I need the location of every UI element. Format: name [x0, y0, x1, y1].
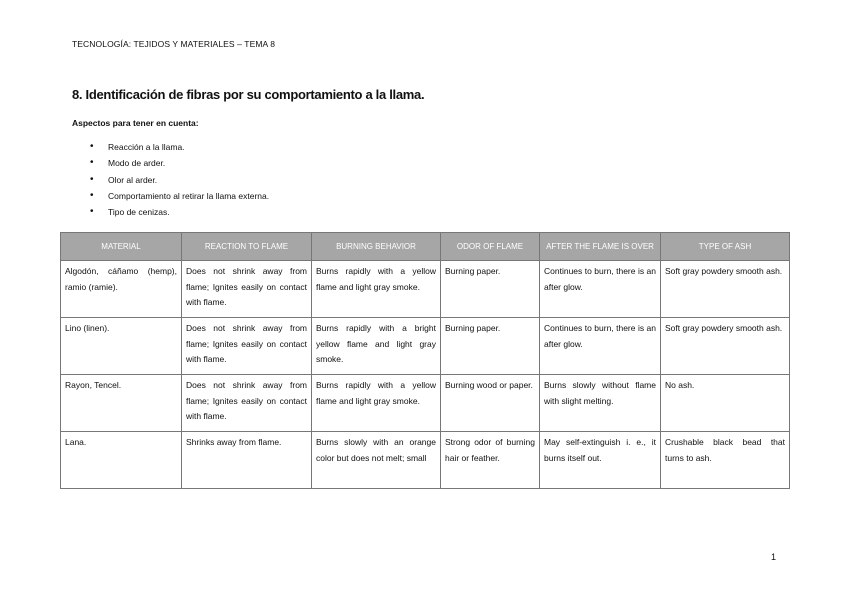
subtitle: Aspectos para tener en cuenta: — [72, 118, 199, 128]
table-row — [61, 432, 790, 489]
table-cell: Burns rapidly with a yellow flame and light gray smoke. — [312, 261, 441, 318]
column-header: MATERIAL — [61, 233, 182, 261]
table-cell: Algodón, cáñamo (hemp), ramio (ramie). — [61, 261, 182, 318]
running-header: TECNOLOGÍA: TEJIDOS Y MATERIALES – TEMA 8 — [72, 39, 276, 49]
table-cell: Burning wood or paper. — [441, 375, 540, 432]
table-cell: Does not shrink away from flame; Ignites easily on contact with flame. — [182, 375, 312, 432]
table-cell: Does not shrink away from flame; Ignites easily on contact with flame. — [182, 261, 312, 318]
table-cell: Shrinks away from flame. — [182, 432, 312, 489]
section-title: 8. Identificación de fibras por su comportamiento a la llama. — [72, 87, 425, 102]
column-header: TYPE OF ASH — [661, 233, 790, 261]
column-header: AFTER THE FLAME IS OVER — [540, 233, 661, 261]
table-cell: Burns slowly with an orange color but does not melt; small — [312, 432, 441, 489]
table-row — [61, 318, 790, 375]
table-cell: Burns rapidly with a bright yellow flame and light gray smoke. — [312, 318, 441, 375]
table-cell: Burning paper. — [441, 261, 540, 318]
table-row — [61, 261, 790, 318]
table-header-row — [61, 233, 790, 261]
table-cell: Burning paper. — [441, 318, 540, 375]
aspects-list — [90, 142, 269, 223]
table-cell: Burns slowly without flame with slight melting. — [540, 375, 661, 432]
column-header: ODOR OF FLAME — [441, 233, 540, 261]
table-cell: Lino (linen). — [61, 318, 182, 375]
table-cell: May self-extinguish i. e., it burns itself out. — [540, 432, 661, 489]
table-cell: Lana. — [61, 432, 182, 489]
table-cell: Burns rapidly with a yellow flame and light gray smoke. — [312, 375, 441, 432]
list-item: • Comportamiento al retirar la llama externa. — [90, 191, 269, 207]
table-cell: Continues to burn, there is an after glow. — [540, 261, 661, 318]
table-cell: Crushable black bead that turns to ash. — [661, 432, 790, 489]
list-item: • Tipo de cenizas. — [90, 207, 269, 223]
table-cell: No ash. — [661, 375, 790, 432]
table-cell: Soft gray powdery smooth ash. — [661, 261, 790, 318]
column-header: BURNING BEHAVIOR — [312, 233, 441, 261]
page-number: 1 — [771, 552, 777, 562]
table-cell: Rayon, Tencel. — [61, 375, 182, 432]
list-item: • Reacción a la llama. — [90, 142, 269, 158]
table-cell: Strong odor of burning hair or feather. — [441, 432, 540, 489]
table-cell: Soft gray powdery smooth ash. — [661, 318, 790, 375]
fiber-table — [60, 232, 790, 489]
list-item: • Modo de arder. — [90, 158, 269, 174]
table-row — [61, 375, 790, 432]
list-item: • Olor al arder. — [90, 175, 269, 191]
table-cell: Continues to burn, there is an after glow. — [540, 318, 661, 375]
table-cell: Does not shrink away from flame; Ignites easily on contact with flame. — [182, 318, 312, 375]
column-header: REACTION TO FLAME — [182, 233, 312, 261]
